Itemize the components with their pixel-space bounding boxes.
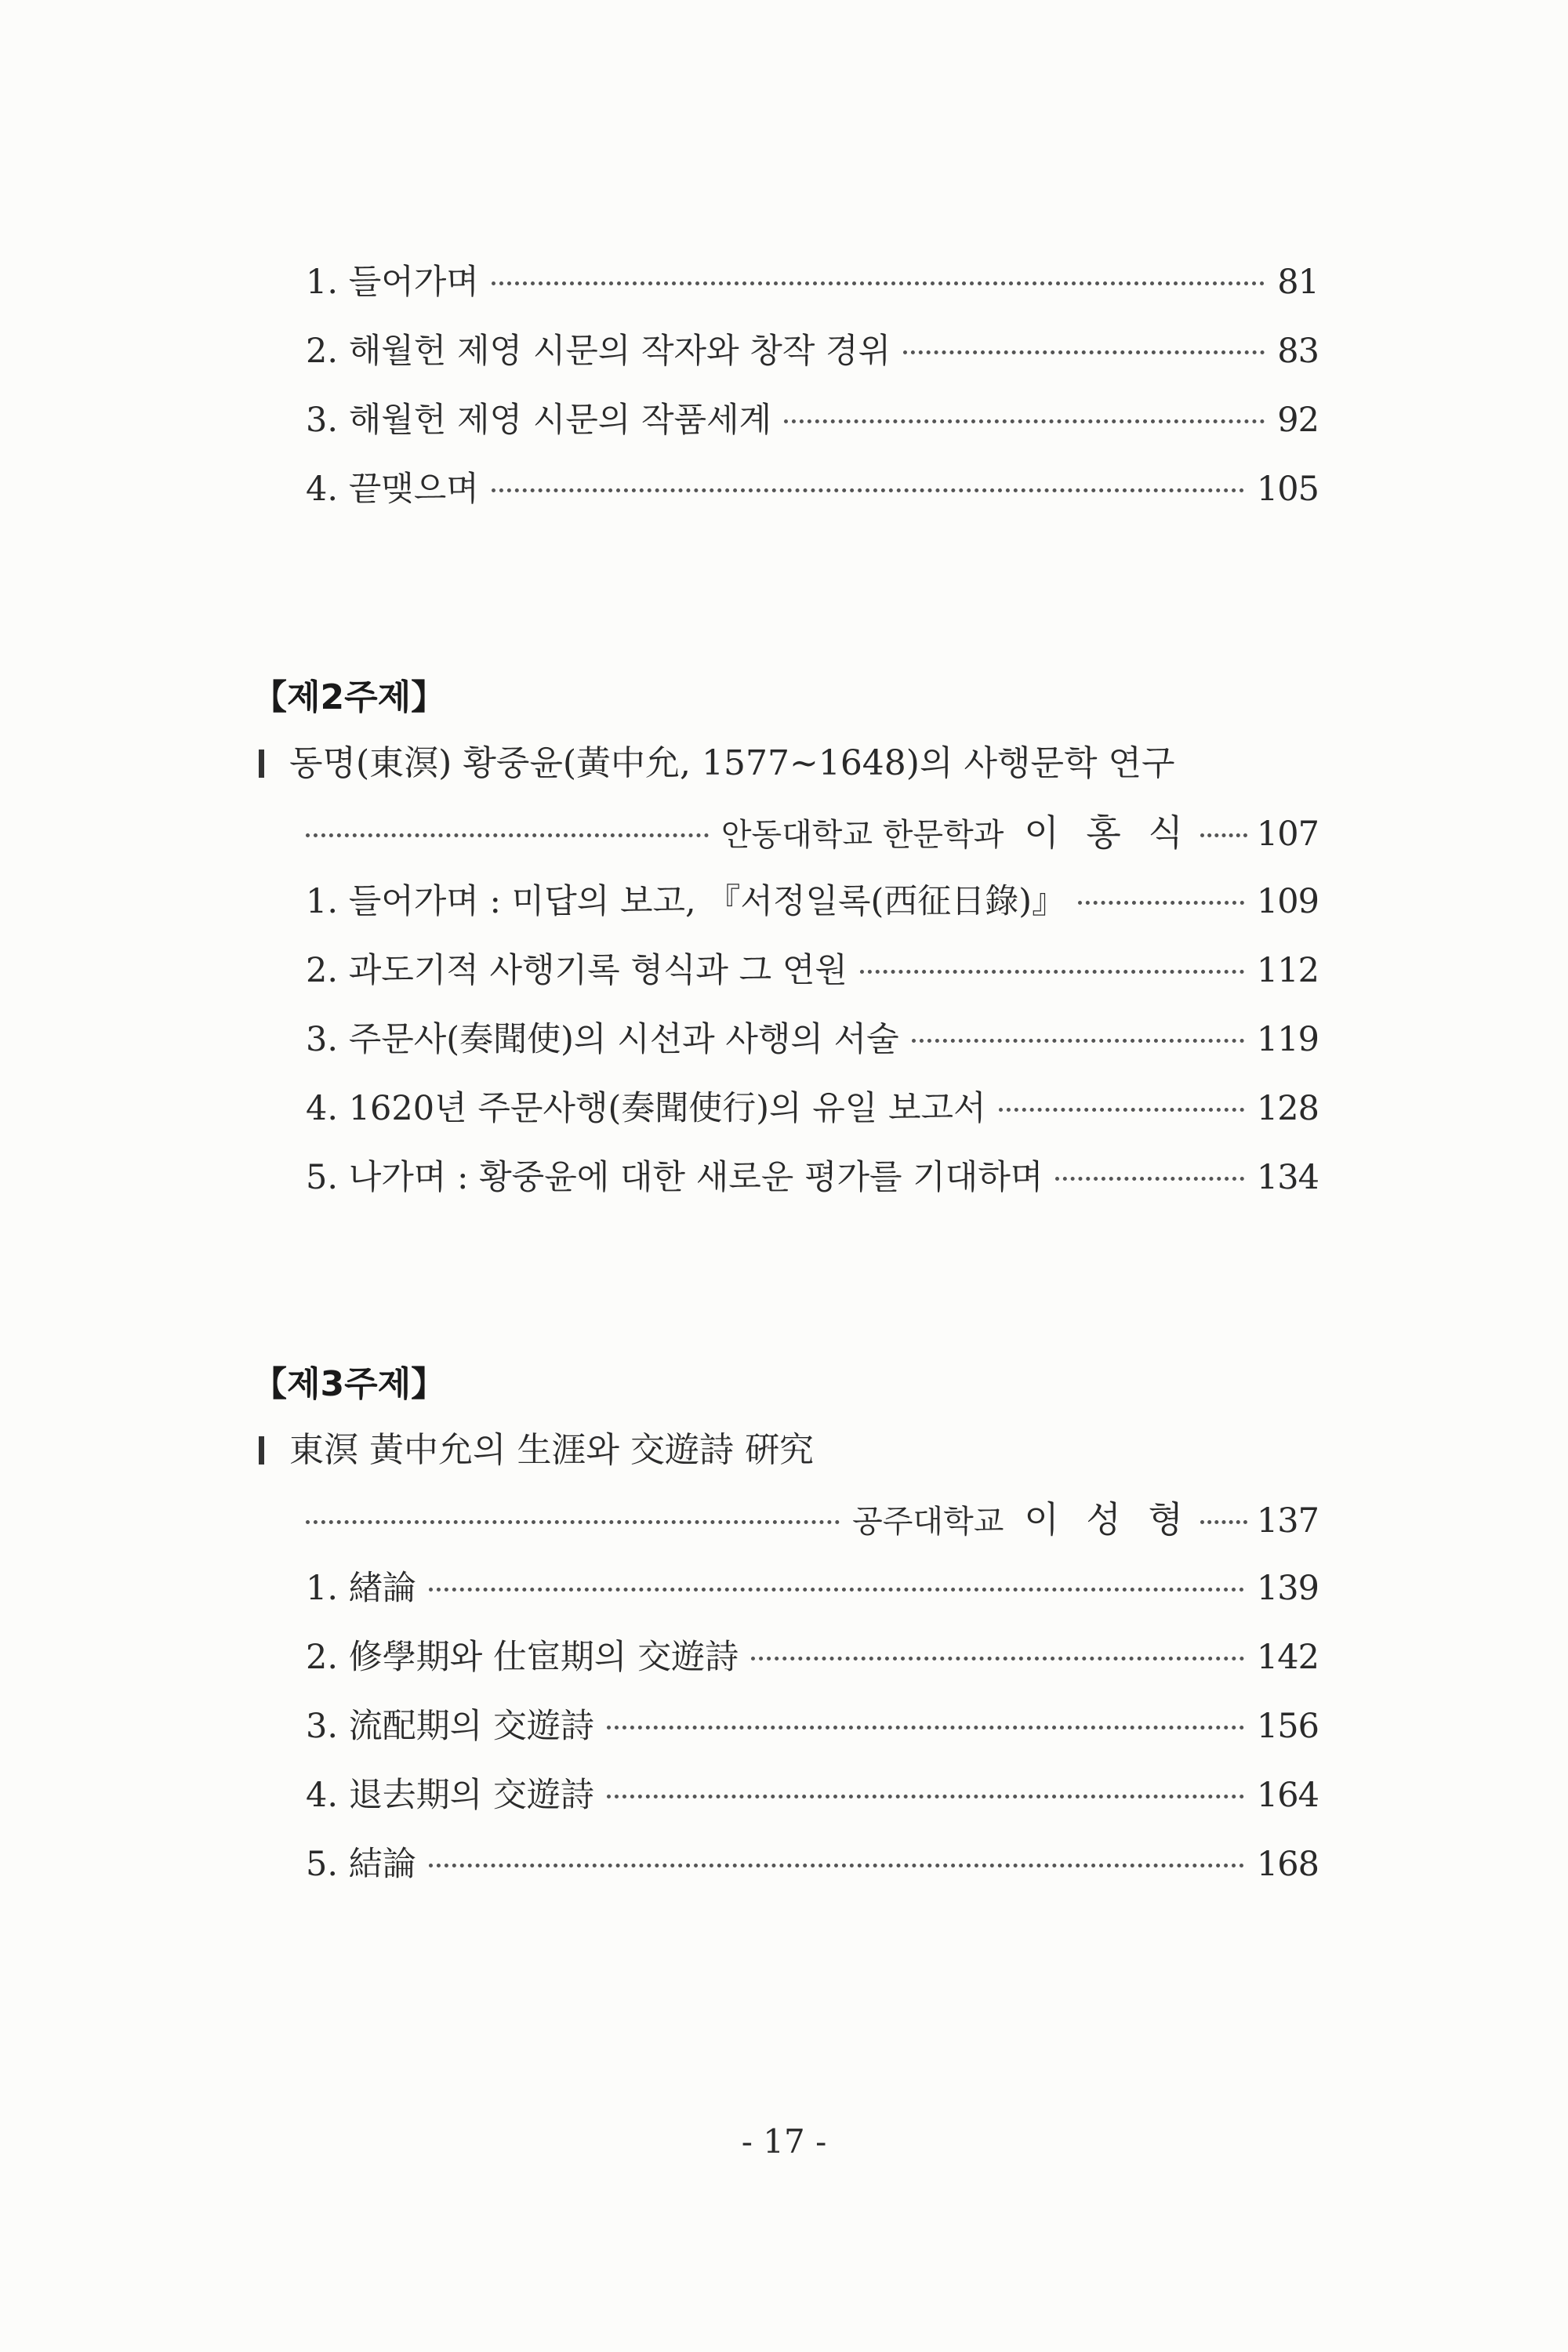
toc-entry-label: 5. 結論 [306,1845,416,1884]
toc-entry[interactable] [306,1634,1319,1681]
leader-dots [912,1039,1244,1043]
toc-entry[interactable] [306,1565,1319,1612]
toc-entry-page: 128 [1256,1089,1319,1128]
author-line[interactable] [306,809,1319,858]
toc-entry[interactable] [306,1154,1319,1201]
paper-title[interactable] [259,740,1174,787]
toc-entry[interactable] [306,259,1319,306]
author-page: 107 [1256,815,1319,854]
leader-dots [492,488,1244,492]
toc-entry-page: 109 [1256,882,1319,921]
toc-entry[interactable] [306,1772,1319,1819]
toc-entry-page: 112 [1256,951,1319,990]
toc-entry-label: 3. 流配期의 交遊詩 [306,1707,594,1746]
leader-dots [306,833,709,837]
toc-entry-page: 139 [1256,1569,1319,1608]
paper-title[interactable] [259,1427,814,1474]
author-name: 이 홍 식 [1024,811,1191,854]
toc-entry-page: 168 [1256,1845,1319,1884]
leader-dots [492,281,1265,285]
title-bar-marker [259,1436,264,1465]
toc-entry[interactable] [306,328,1319,375]
paper-title-text: 東溟 黃中允의 生涯와 交遊詩 硏究 [289,1430,814,1470]
toc-entry-page: 156 [1256,1707,1319,1746]
author-info [721,809,1191,858]
toc-entry-page: 119 [1256,1020,1319,1059]
page-number: - 17 - [741,2122,827,2161]
toc-entry[interactable] [306,1085,1319,1132]
leader-dots [999,1108,1244,1112]
toc-entry-label: 1. 들어가며 [306,263,479,302]
leader-dots [1200,833,1247,837]
toc-entry-label: 4. 退去期의 交遊詩 [306,1776,594,1815]
toc-entry-label: 3. 주문사(奏聞使)의 시선과 사행의 서술 [306,1020,899,1059]
author-institution: 안동대학교 한문학과 [720,817,1004,853]
toc-entry-page: 142 [1256,1638,1319,1677]
theme-heading: 【제3주제】 [252,1364,446,1404]
leader-dots [607,1795,1244,1798]
toc-entry-label: 3. 해월헌 제영 시문의 작품세계 [306,401,772,440]
toc-entry-label: 2. 修學期와 仕宦期의 交遊詩 [306,1638,739,1677]
paper-title-text: 동명(東溟) 황중윤(黃中允, 1577~1648)의 사행문학 연구 [289,743,1175,783]
toc-entry-page: 92 [1277,401,1319,440]
author-page: 137 [1256,1501,1319,1541]
leader-dots [751,1657,1244,1661]
leader-dots [429,1864,1244,1867]
toc-entry[interactable] [306,1703,1319,1750]
leader-dots [784,419,1265,423]
leader-dots [306,1520,840,1524]
title-bar-marker [259,750,264,778]
toc-entry-label: 4. 끝맺으며 [306,470,479,509]
leader-dots [429,1588,1244,1592]
leader-dots [1200,1520,1247,1524]
toc-entry[interactable] [306,878,1319,925]
toc-entry-label: 1. 緖論 [306,1569,416,1608]
toc-entry-page: 81 [1277,263,1319,302]
toc-entry-label: 2. 해월헌 제영 시문의 작자와 창작 경위 [306,332,891,371]
toc-entry-page: 105 [1256,470,1319,509]
leader-dots [607,1726,1244,1730]
toc-entry[interactable] [306,466,1319,513]
toc-entry[interactable] [306,947,1319,994]
toc-entry[interactable] [306,1841,1319,1888]
toc-entry-label: 1. 들어가며 : 미답의 보고, 『서정일록(西征日錄)』 [306,882,1066,921]
toc-entry[interactable] [306,1016,1319,1063]
toc-entry-label: 5. 나가며 : 황중윤에 대한 새로운 평가를 기대하며 [306,1158,1044,1197]
author-info [852,1496,1191,1545]
theme-heading: 【제2주제】 [252,677,446,717]
toc-entry-page: 134 [1256,1158,1319,1197]
leader-dots [1078,901,1244,905]
author-name: 이 성 형 [1024,1498,1191,1541]
toc-entry-page: 83 [1277,332,1319,371]
leader-dots [1055,1177,1244,1181]
author-institution: 공주대학교 [852,1504,1004,1540]
toc-entry-label: 4. 1620년 주문사행(奏聞使行)의 유일 보고서 [306,1089,986,1128]
leader-dots [903,350,1265,354]
author-line[interactable] [306,1496,1319,1545]
leader-dots [860,970,1244,974]
toc-entry[interactable] [306,397,1319,444]
toc-entry-label: 2. 과도기적 사행기록 형식과 그 연원 [306,951,848,990]
toc-entry-page: 164 [1256,1776,1319,1815]
